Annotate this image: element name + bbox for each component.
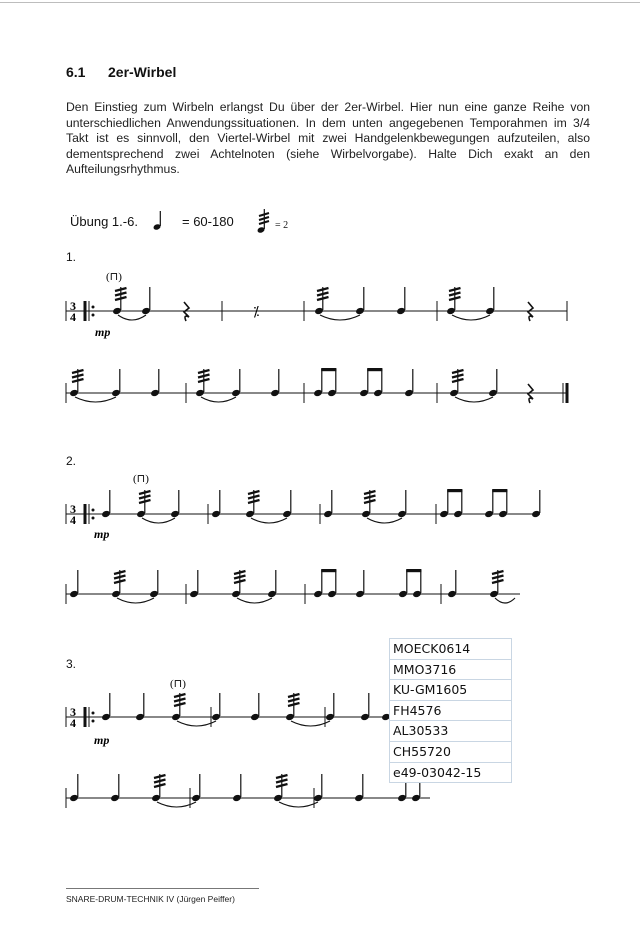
sticking-mark: (⊓) [106,271,122,283]
repeat-dot [92,509,95,512]
tremolo-slash [449,288,461,291]
code-item: MMO3716 [390,660,511,681]
intro-line: dementsprechend zwei Achtelnoten (siehe Wirbelvorgabe). Halte Dich exakt an den [66,146,590,161]
tremolo-slash [115,288,127,291]
exercise-range: Übung 1.-6. [70,214,138,229]
tremolo-slash [317,297,329,300]
repeat-dot [92,517,95,520]
tremolo-slash [364,496,376,499]
tremolo-slash [364,491,376,494]
tremolo-slash [72,375,84,378]
tremolo-slash [198,370,210,373]
tremolo-slash [72,370,84,373]
tie-arc [237,598,272,603]
tremolo-slash [154,780,166,783]
dynamic-mark: mp [94,733,110,747]
tremolo-slash [139,500,151,503]
tremolo-slash [492,571,504,574]
tie-arc [201,397,236,402]
tie-arc [279,802,318,807]
tie-arc [291,721,330,726]
code-list [389,638,512,783]
dynamic-mark: mp [94,527,110,541]
time-signature-top: 3 [70,299,76,313]
time-signature-top: 3 [70,705,76,719]
section-number: 6.1 [66,64,86,80]
tremolo-slash [139,496,151,499]
tremolo-slash [248,496,260,499]
repeat-dot [92,712,95,715]
time-signature-bottom: 4 [70,310,76,324]
code-item: FH4576 [390,701,511,722]
tremolo-slash [72,379,84,382]
tie-arc [495,598,515,603]
exercise-number: 1. [66,250,77,264]
tie-arc [75,397,116,402]
code-item: e49-03042-15 [393,764,482,780]
tie-arc [177,721,216,726]
page-footer: SNARE-DRUM-TECHNIK IV (Jürgen Peiffer) [66,894,235,904]
code-item: MOECK0614 [390,639,511,660]
exercise-number: 2. [66,454,77,468]
tremolo-slash [174,699,186,702]
time-signature-bottom: 4 [70,716,76,730]
tremolo-slash [234,580,246,583]
exercise-number: 3. [66,657,77,671]
beam [406,569,421,572]
tremolo-slash [452,379,464,382]
code-item: AL30533 [390,721,511,742]
tremolo-slash [154,775,166,778]
tie-arc [452,315,490,320]
intro-line: Aufteilungsrhythmus. [66,162,180,176]
tie-arc [117,598,154,603]
tremolo-slash [234,576,246,579]
tremolo-slash [492,580,504,583]
tremolo-slash [452,375,464,378]
tie-arc [118,315,146,320]
beam [492,489,507,492]
tremolo-slash [174,703,186,706]
tie-arc [455,397,493,402]
tremolo-slash [198,375,210,378]
intro-line: Takt ist es sinnvoll, den Viertel-Wirbel mit zwei Handgelenkbewegungen aufzuteilen, also [66,131,590,145]
dynamic-mark: mp [95,325,111,339]
tremolo-slash [288,703,300,706]
tie-arc [142,518,175,523]
beam [321,368,336,371]
footer-rule [66,888,259,889]
tremolo-slash [115,293,127,296]
tremolo-slash [364,500,376,503]
tremolo-slash [248,491,260,494]
tremolo-slash [276,775,288,778]
intro-line: unterschiedlichen Anwendungssituationen. In dem unten angegebenen Temporahmen im 3/4 [66,115,590,130]
time-signature-bottom: 4 [70,513,76,527]
tremolo-slash [317,293,329,296]
beam [367,368,382,371]
tie-arc [320,315,360,320]
intro-line: Den Einstieg zum Wirbeln erlangst Du über der 2er-Wirbel. Hier nun eine ganze Reihe von [66,100,590,114]
tremolo-slash [288,694,300,697]
tremolo-slash [449,293,461,296]
beam [321,569,336,572]
tremolo-slash [492,576,504,579]
section-title: 2er-Wirbel [108,64,177,80]
sticking-mark: (⊓) [133,473,149,485]
repeat-dot [92,314,95,317]
tremolo-slash [114,576,126,579]
roll-subscript: = 2 [275,220,289,231]
tie-arc [251,518,287,523]
tremolo-slash [115,297,127,300]
tremolo-slash [248,500,260,503]
tremolo-slash [114,571,126,574]
tremolo-slash [139,491,151,494]
tremolo-slash [276,780,288,783]
tremolo-slash [114,580,126,583]
code-item: KU-GM1605 [390,680,511,701]
tremolo-slash [174,694,186,697]
measure-repeat-sign: ⁒ [253,303,260,319]
tremolo-slash [276,784,288,787]
tremolo-slash [198,379,210,382]
tremolo-slash [452,370,464,373]
tremolo-slash [154,784,166,787]
beam [447,489,462,492]
tempo-range: = 60-180 [182,214,234,229]
repeat-dot [92,720,95,723]
sticking-mark: (⊓) [170,678,186,690]
code-item: CH55720 [390,742,511,763]
time-signature-top: 3 [70,502,76,516]
tremolo-slash [234,571,246,574]
tremolo-slash [317,288,329,291]
tremolo-slash [449,297,461,300]
tie-arc [367,518,402,523]
tremolo-slash [288,699,300,702]
repeat-dot [92,306,95,309]
